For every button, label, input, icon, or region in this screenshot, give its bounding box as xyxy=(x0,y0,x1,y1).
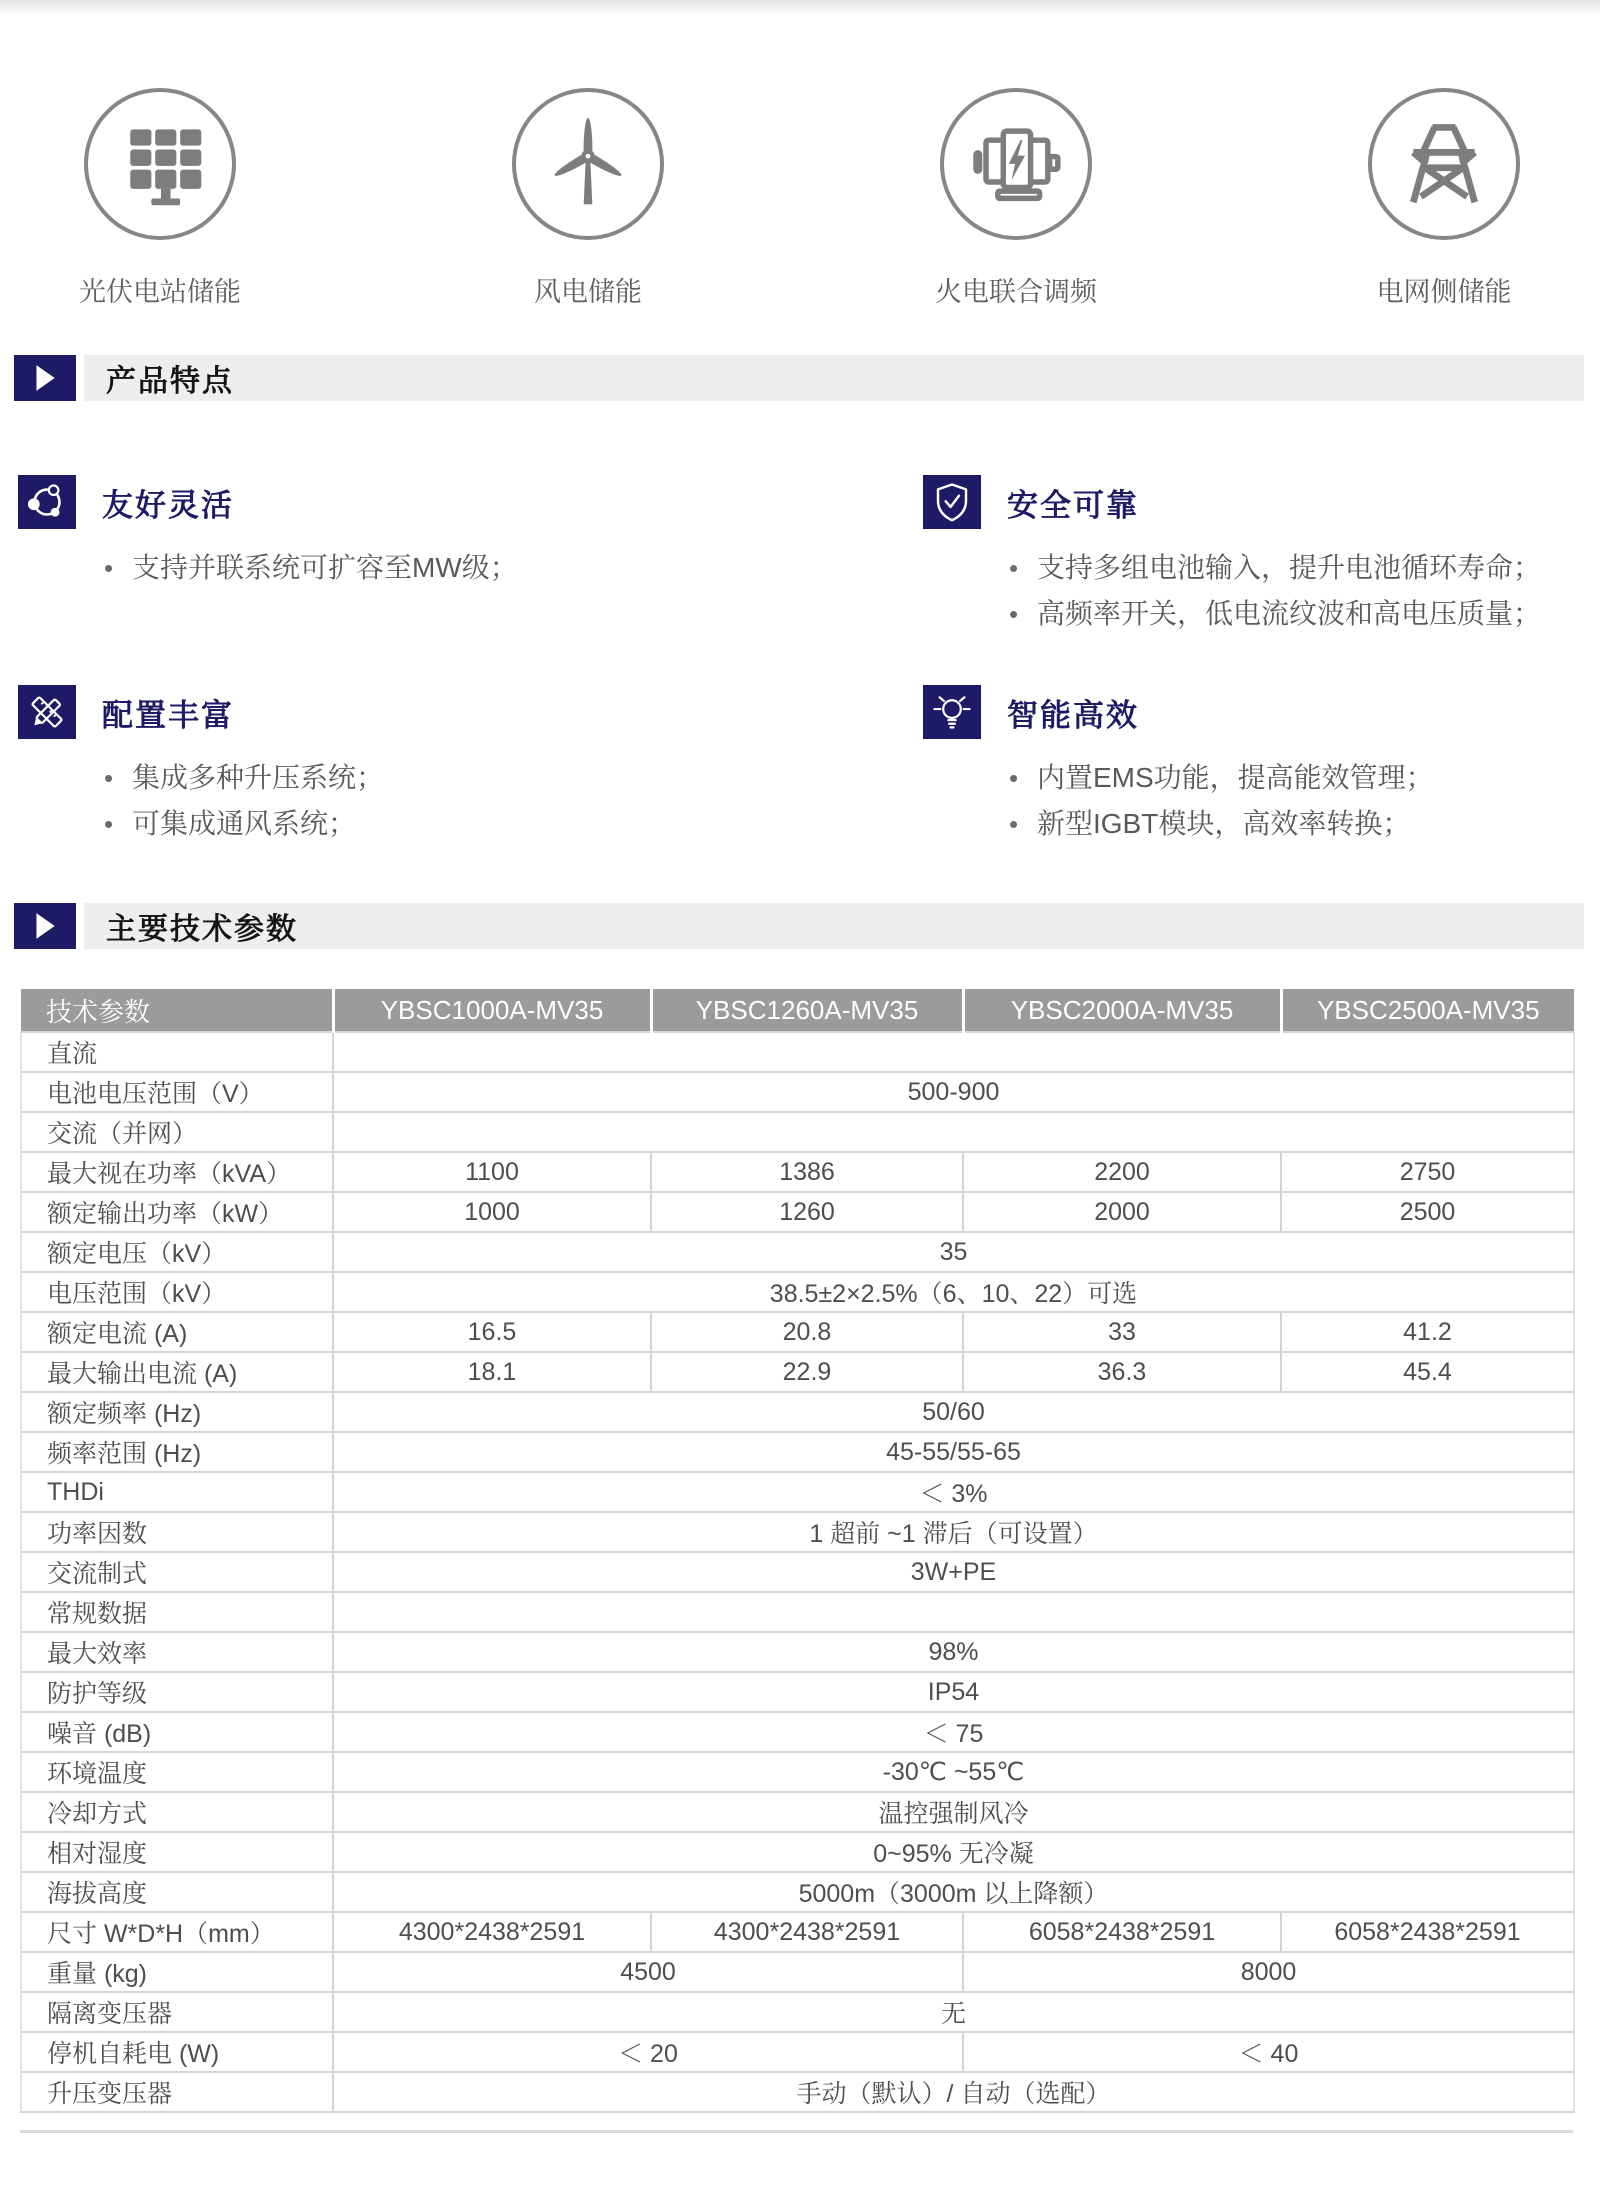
spec-value-cell: 16.5 xyxy=(333,1312,651,1352)
spec-label-cell: 最大视在功率（kVA） xyxy=(21,1152,333,1192)
spec-value-cell: 1260 xyxy=(651,1192,963,1232)
feature-safe xyxy=(923,475,1600,637)
spec-label-cell: 额定输出功率（kW） xyxy=(21,1192,333,1232)
tools-icon xyxy=(18,685,76,739)
spec-value-cell: 1386 xyxy=(651,1152,963,1192)
spec-label-cell: 交流（并网） xyxy=(21,1112,333,1152)
spec-row xyxy=(21,1032,1574,1072)
feature-bullet: • 支持多组电池输入，提升电池循环寿命； xyxy=(1007,545,1600,591)
arrow-icon xyxy=(14,355,76,401)
spec-value-cell: ＜ 20 xyxy=(333,2032,963,2072)
spec-row xyxy=(21,1552,1574,1592)
spec-row xyxy=(21,1712,1574,1752)
spec-value-cell: 手动（默认）/ 自动（选配） xyxy=(333,2072,1574,2112)
spec-value-cell: 41.2 xyxy=(1281,1312,1574,1352)
spec-row xyxy=(21,1952,1574,1992)
spec-value-cell: 98% xyxy=(333,1632,1574,1672)
bottom-divider xyxy=(20,2130,1573,2133)
spec-row xyxy=(21,1312,1574,1352)
spec-value-cell: -30℃ ~55℃ xyxy=(333,1752,1574,1792)
spec-value-cell: 18.1 xyxy=(333,1352,651,1392)
spec-label-cell: 交流制式 xyxy=(21,1552,333,1592)
app-label: 火电联合调频 xyxy=(935,277,1097,307)
spec-row xyxy=(21,1992,1574,2032)
feature-bullet: • 可集成通风系统； xyxy=(102,801,923,847)
app-label: 光伏电站储能 xyxy=(79,277,241,307)
spec-value-cell xyxy=(333,1032,1574,1072)
feature-bullet: • 支持并联系统可扩容至MW级； xyxy=(102,545,923,591)
spec-value-cell: 无 xyxy=(333,1992,1574,2032)
spec-label-cell: 噪音 (dB) xyxy=(21,1712,333,1752)
spec-value-cell: 36.3 xyxy=(963,1352,1281,1392)
spec-value-cell: 20.8 xyxy=(651,1312,963,1352)
spec-label-cell: 频率范围 (Hz) xyxy=(21,1432,333,1472)
feature-bullets xyxy=(1007,755,1600,847)
power-grid-tower-icon xyxy=(1396,114,1492,215)
spec-label-cell: 停机自耗电 (W) xyxy=(21,2032,333,2072)
app-circle xyxy=(1368,88,1520,240)
spec-row xyxy=(21,1632,1574,1672)
spec-label-cell: 相对湿度 xyxy=(21,1832,333,1872)
spec-row xyxy=(21,1352,1574,1392)
spec-value-cell: 2000 xyxy=(963,1192,1281,1232)
feature-title: 智能高效 xyxy=(1007,697,1139,733)
app-circle xyxy=(940,88,1092,240)
app-item-grid-storage xyxy=(1354,88,1534,309)
spec-value-cell: 1100 xyxy=(333,1152,651,1192)
spec-value-cell: IP54 xyxy=(333,1672,1574,1712)
spec-row xyxy=(21,1912,1574,1952)
spec-value-cell: ＜ 3% xyxy=(333,1472,1574,1512)
spec-label-cell: 防护等级 xyxy=(21,1672,333,1712)
arrow-icon xyxy=(14,903,76,949)
app-label: 风电储能 xyxy=(534,277,642,307)
section-header-features xyxy=(14,355,1584,401)
spec-row xyxy=(21,1112,1574,1152)
feature-title: 安全可靠 xyxy=(1007,487,1139,523)
spec-row xyxy=(21,1072,1574,1112)
spec-value-cell: 4300*2438*2591 xyxy=(333,1912,651,1952)
spec-label-cell: 额定电压（kV） xyxy=(21,1232,333,1272)
feature-bullet: • 新型IGBT模块，高效率转换； xyxy=(1007,801,1600,847)
features-grid xyxy=(0,475,1600,847)
app-item-wind-storage xyxy=(498,88,678,309)
wind-turbine-icon xyxy=(540,114,636,215)
feature-smart-efficient xyxy=(923,685,1600,847)
spec-row xyxy=(21,1832,1574,1872)
app-label: 电网侧储能 xyxy=(1376,277,1512,307)
spec-header-model: YBSC2500A-MV35 xyxy=(1281,989,1574,1032)
spec-row xyxy=(21,1872,1574,1912)
spec-label-cell: 海拔高度 xyxy=(21,1872,333,1912)
feature-flexible xyxy=(18,475,923,637)
application-icons-row xyxy=(0,16,1600,309)
spec-row xyxy=(21,1592,1574,1632)
spec-row xyxy=(21,2072,1574,2112)
spec-header-model: YBSC1260A-MV35 xyxy=(651,989,963,1032)
shield-check-icon xyxy=(923,475,981,529)
spec-row xyxy=(21,2032,1574,2072)
spec-value-cell: 45.4 xyxy=(1281,1352,1574,1392)
spec-row xyxy=(21,1272,1574,1312)
spec-value-cell: 1000 xyxy=(333,1192,651,1232)
spec-value-cell: 6058*2438*2591 xyxy=(1281,1912,1574,1952)
spec-value-cell: 4500 xyxy=(333,1952,963,1992)
spec-label-cell: 升压变压器 xyxy=(21,2072,333,2112)
feature-rich-config xyxy=(18,685,923,847)
section-title-features: 产品特点 xyxy=(84,355,1584,401)
spec-value-cell: 2750 xyxy=(1281,1152,1574,1192)
feature-head xyxy=(923,685,1600,739)
spec-label-cell: 重量 (kg) xyxy=(21,1952,333,1992)
feature-bullets xyxy=(102,755,923,847)
app-item-thermal-fm xyxy=(926,88,1106,309)
spec-label-cell: 额定电流 (A) xyxy=(21,1312,333,1352)
feature-head xyxy=(18,685,923,739)
section-header-specs xyxy=(14,903,1584,949)
spec-label-cell: 尺寸 W*D*H（mm） xyxy=(21,1912,333,1952)
spec-value-cell: ＜ 40 xyxy=(963,2032,1574,2072)
spec-value-cell: 5000m（3000m 以上降额） xyxy=(333,1872,1574,1912)
spec-label-cell: 环境温度 xyxy=(21,1752,333,1792)
spec-value-cell: 35 xyxy=(333,1232,1574,1272)
spec-value-cell: 8000 xyxy=(963,1952,1574,1992)
spec-value-cell: 50/60 xyxy=(333,1392,1574,1432)
feature-bullet: • 集成多种升压系统； xyxy=(102,755,923,801)
spec-label-cell: 电压范围（kV） xyxy=(21,1272,333,1312)
feature-title: 友好灵活 xyxy=(102,487,234,523)
spec-value-cell: 2200 xyxy=(963,1152,1281,1192)
spec-row xyxy=(21,1232,1574,1272)
spec-value-cell: 1 超前 ~1 滞后（可设置） xyxy=(333,1512,1574,1552)
spec-row xyxy=(21,1792,1574,1832)
spec-row xyxy=(21,1392,1574,1432)
spec-row xyxy=(21,1472,1574,1512)
spec-row xyxy=(21,1432,1574,1472)
spec-row xyxy=(21,1672,1574,1712)
spec-label-cell: 功率因数 xyxy=(21,1512,333,1552)
spec-value-cell: 温控强制风冷 xyxy=(333,1792,1574,1832)
spec-value-cell: 2500 xyxy=(1281,1192,1574,1232)
specs-table xyxy=(20,989,1575,2113)
spec-label-cell: 额定频率 (Hz) xyxy=(21,1392,333,1432)
feature-bullets xyxy=(102,545,923,591)
feature-bullet: • 高频率开关，低电流纹波和高电压质量； xyxy=(1007,591,1600,637)
spec-label-cell: 常规数据 xyxy=(21,1592,333,1632)
spec-value-cell: 45-55/55-65 xyxy=(333,1432,1574,1472)
lightbulb-icon xyxy=(923,685,981,739)
spec-row xyxy=(21,1192,1574,1232)
spec-header-row xyxy=(21,989,1574,1032)
spec-value-cell xyxy=(333,1592,1574,1632)
feature-title: 配置丰富 xyxy=(102,697,234,733)
feature-bullet: • 内置EMS功能，提高能效管理； xyxy=(1007,755,1600,801)
feature-bullets xyxy=(1007,545,1600,637)
spec-label-cell: 直流 xyxy=(21,1032,333,1072)
app-circle xyxy=(512,88,664,240)
spec-header-label: 技术参数 xyxy=(21,989,333,1032)
spec-row xyxy=(21,1152,1574,1192)
spec-value-cell xyxy=(333,1112,1574,1152)
solar-panel-icon xyxy=(112,114,208,215)
spec-header-model: YBSC2000A-MV35 xyxy=(963,989,1281,1032)
spec-label-cell: 隔离变压器 xyxy=(21,1992,333,2032)
thermal-generator-icon xyxy=(966,116,1066,213)
spec-label-cell: 最大输出电流 (A) xyxy=(21,1352,333,1392)
spec-value-cell: ＜ 75 xyxy=(333,1712,1574,1752)
top-divider-strip xyxy=(0,0,1600,16)
spec-value-cell: 6058*2438*2591 xyxy=(963,1912,1281,1952)
spec-value-cell: 38.5±2×2.5%（6、10、22）可选 xyxy=(333,1272,1574,1312)
network-icon xyxy=(18,475,76,529)
spec-value-cell: 3W+PE xyxy=(333,1552,1574,1592)
section-title-specs: 主要技术参数 xyxy=(84,903,1584,949)
spec-value-cell: 500-900 xyxy=(333,1072,1574,1112)
feature-head xyxy=(923,475,1600,529)
feature-head xyxy=(18,475,923,529)
spec-header-model: YBSC1000A-MV35 xyxy=(333,989,651,1032)
spec-label-cell: 冷却方式 xyxy=(21,1792,333,1832)
spec-label-cell: 电池电压范围（V） xyxy=(21,1072,333,1112)
spec-label-cell: 最大效率 xyxy=(21,1632,333,1672)
spec-row xyxy=(21,1512,1574,1552)
spec-value-cell: 33 xyxy=(963,1312,1281,1352)
spec-value-cell: 22.9 xyxy=(651,1352,963,1392)
spec-value-cell: 0~95% 无冷凝 xyxy=(333,1832,1574,1872)
spec-row xyxy=(21,1752,1574,1792)
app-item-pv-storage xyxy=(70,88,250,309)
spec-value-cell: 4300*2438*2591 xyxy=(651,1912,963,1952)
spec-label-cell: THDi xyxy=(21,1472,333,1512)
app-circle xyxy=(84,88,236,240)
